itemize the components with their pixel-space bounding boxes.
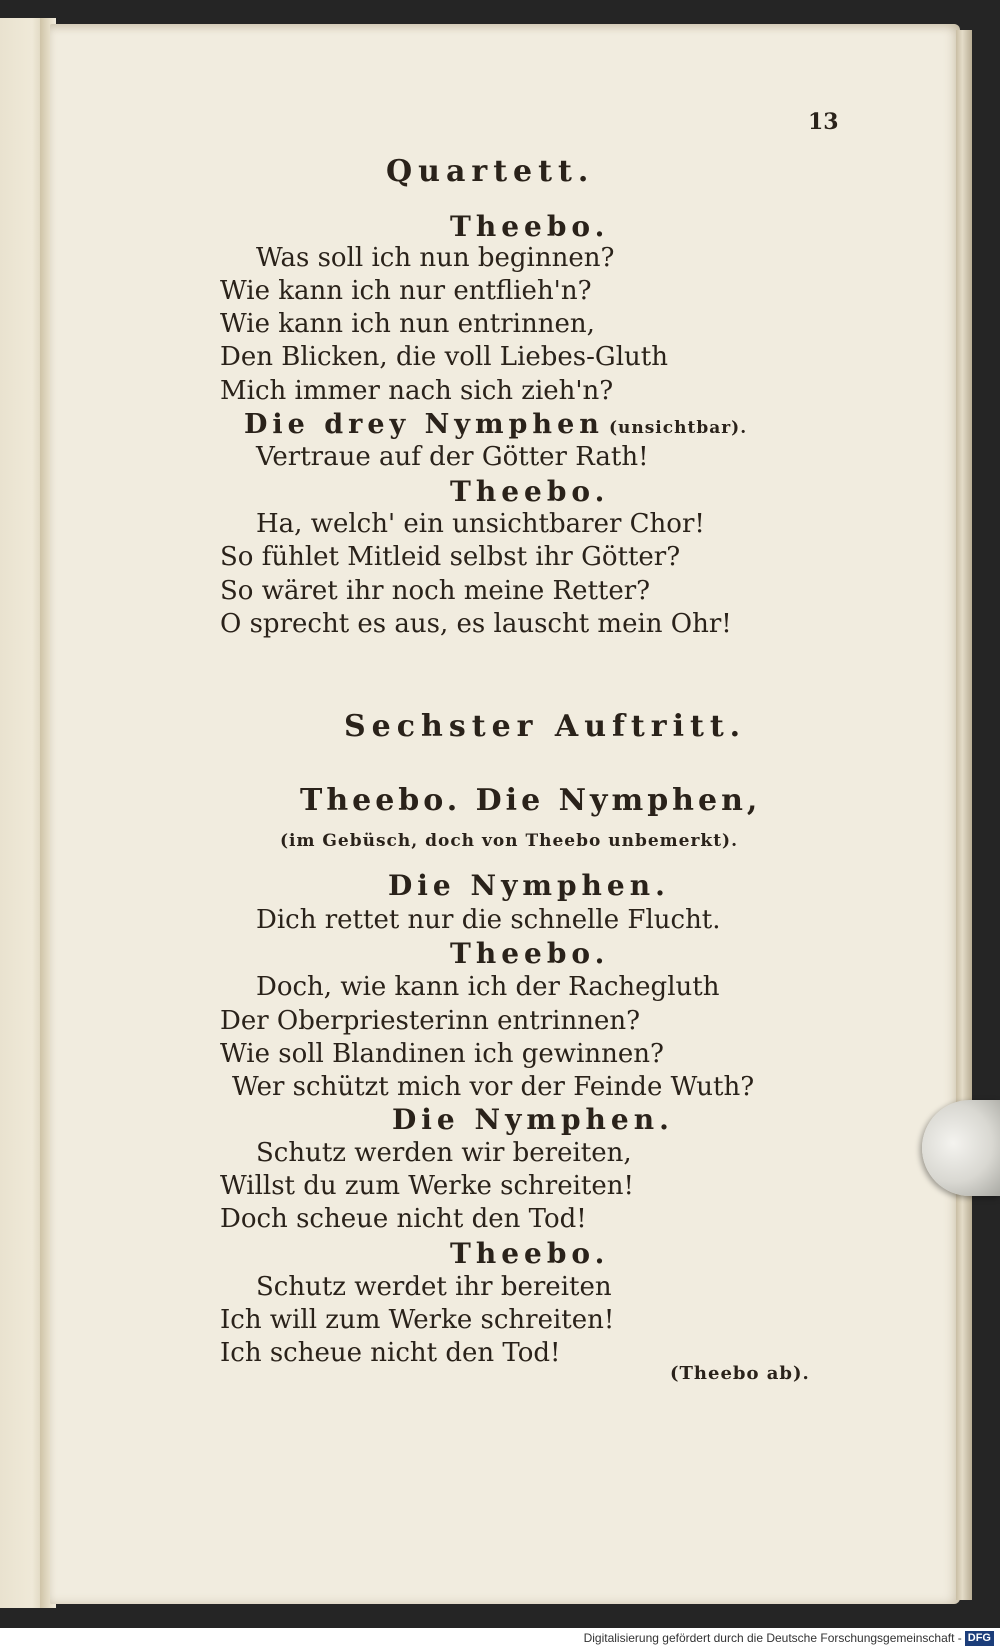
verse-line: Wie soll Blandinen ich gewinnen? bbox=[220, 1039, 664, 1069]
verse-line: Ich will zum Werke schreiten! bbox=[220, 1305, 615, 1335]
scene-heading: Sechster Auftritt. bbox=[344, 709, 747, 744]
verse-line: Willst du zum Werke schreiten! bbox=[220, 1171, 634, 1201]
verse-line: Den Blicken, die voll Liebes-Gluth bbox=[220, 342, 668, 372]
speaker-label: Die Nymphen. bbox=[392, 1103, 674, 1136]
verse-line: Dich rettet nur die schnelle Flucht. bbox=[256, 905, 721, 935]
credit-text: Digitalisierung gefördert durch die Deutsche Forschungsgemeinschaft - bbox=[583, 1631, 962, 1645]
speaker-label: Theebo. bbox=[450, 475, 610, 508]
stage-direction: (im Gebüsch, doch von Theebo unbemerkt). bbox=[280, 831, 739, 851]
speaker-with-direction bbox=[244, 411, 747, 438]
verse-line: So wäret ihr noch meine Retter? bbox=[220, 576, 651, 606]
verse-line: Wer schützt mich vor der Feinde Wuth? bbox=[232, 1072, 755, 1102]
speaker-label: Die drey Nymphen bbox=[244, 409, 604, 440]
page-number: 13 bbox=[808, 109, 839, 135]
speaker-label: Theebo. bbox=[450, 1237, 610, 1270]
verse-line: Mich immer nach sich zieh'n? bbox=[220, 376, 614, 406]
verse-line: Der Oberpriesterinn entrinnen? bbox=[220, 1006, 641, 1036]
verse-line: Wie kann ich nur entflieh'n? bbox=[220, 276, 592, 306]
digitization-credit bbox=[0, 1628, 1000, 1649]
verse-line: Doch, wie kann ich der Rachegluth bbox=[256, 972, 720, 1002]
verse-line: O sprecht es aus, es lauscht mein Ohr! bbox=[220, 609, 732, 639]
dfg-logo: DFG bbox=[965, 1631, 994, 1646]
verse-line: Ha, welch' ein unsichtbarer Chor! bbox=[256, 509, 705, 539]
speaker-label: Die Nymphen. bbox=[388, 869, 670, 902]
exit-direction: (Theebo ab). bbox=[670, 1363, 810, 1384]
verse-line: Ich scheue nicht den Tod! bbox=[220, 1338, 561, 1368]
verse-line: So fühlet Mitleid selbst ihr Götter? bbox=[220, 542, 681, 572]
verse-line: Vertraue auf der Götter Rath! bbox=[256, 442, 649, 472]
quartet-heading: Quartett. bbox=[386, 154, 595, 189]
speaker-label: Theebo. bbox=[450, 210, 610, 243]
verse-line: Schutz werdet ihr bereiten bbox=[256, 1272, 612, 1302]
speaker-label: Theebo. bbox=[450, 937, 610, 970]
scene-cast: Theebo. Die Nymphen, bbox=[300, 783, 762, 818]
verse-line: Doch scheue nicht den Tod! bbox=[220, 1204, 587, 1234]
verse-line: Wie kann ich nun entrinnen, bbox=[220, 309, 595, 339]
verse-line: Was soll ich nun beginnen? bbox=[256, 243, 615, 273]
stage-direction: (unsichtbar). bbox=[608, 418, 748, 438]
page-edge bbox=[956, 30, 972, 1600]
verse-line: Schutz werden wir bereiten, bbox=[256, 1138, 632, 1168]
